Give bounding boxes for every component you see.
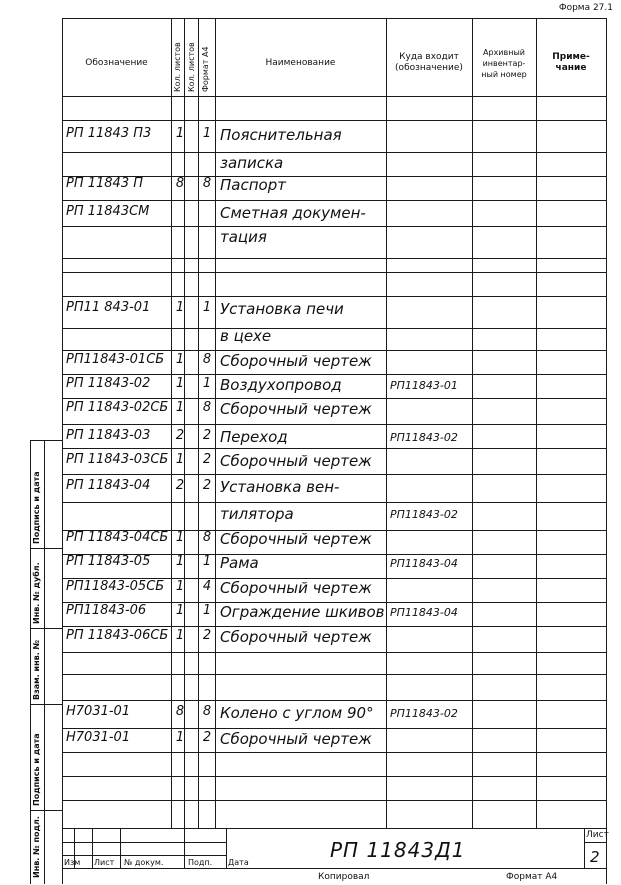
row-qty-2: 2: [202, 478, 212, 493]
row-designation: РП 11843-06СБ: [66, 628, 169, 643]
header-where-used: Куда входит (обозначение): [395, 52, 463, 73]
row-line: [62, 272, 607, 273]
stamp-row-1: [62, 842, 226, 843]
side-label-replace-inv: Взам. инв. №: [32, 639, 41, 700]
row-qty-2: 1: [202, 554, 212, 569]
table-row: [0, 228, 621, 248]
row-where-used: РП11843-04: [390, 557, 458, 570]
row-line: [62, 674, 607, 675]
row-qty-2: 2: [202, 428, 212, 443]
row-line: [62, 350, 607, 351]
row-designation: РП 11843-03: [66, 428, 151, 443]
row-line: [62, 776, 607, 777]
table-row: [0, 204, 621, 224]
row-designation: РП 11843 П: [66, 176, 144, 191]
footer-format: Формат А4: [506, 872, 558, 882]
row-qty-1: 1: [175, 352, 185, 367]
row-designation: РП11 843-01: [66, 300, 151, 315]
row-name: Сборочный чертеж: [220, 352, 372, 370]
row-line: [62, 424, 607, 425]
row-name: Ограждение шкивов: [220, 603, 385, 621]
row-where-used: РП11843-01: [390, 379, 458, 392]
footer-copied: Копировал: [318, 872, 370, 882]
row-qty-2: 4: [202, 579, 212, 594]
row-where-used: РП11843-02: [390, 431, 458, 444]
header-format: Формат А4: [201, 46, 210, 92]
row-name: Рама: [220, 554, 259, 572]
stamp-col-6: [584, 828, 585, 868]
row-name: Колено с углом 90°: [220, 704, 374, 722]
row-line: [62, 448, 607, 449]
table-row: [0, 400, 621, 420]
row-line: [62, 296, 607, 297]
table-row: [0, 452, 621, 472]
row-designation: РП 11843СМ: [66, 204, 150, 219]
table-row: [0, 352, 621, 372]
row-qty-2: 1: [202, 126, 212, 141]
row-line: [62, 800, 607, 801]
stamp-col-2: [92, 828, 93, 868]
row-where-used: РП11843-04: [390, 606, 458, 619]
row-line: [62, 474, 607, 475]
row-name: Сборочный чертеж: [220, 452, 372, 470]
table-row: [0, 554, 621, 574]
header-qty-sheets: Кол. листов: [187, 42, 196, 92]
stamp-top: [62, 828, 607, 829]
row-designation: РП 11843-04: [66, 478, 151, 493]
table-row: [0, 154, 621, 174]
row-name: Сборочный чертеж: [220, 400, 372, 418]
stamp-col-3: [120, 828, 121, 868]
row-qty-2: 1: [202, 376, 212, 391]
row-designation: Н7031-01: [66, 704, 131, 719]
stamp-sheet-label: Лист: [586, 830, 609, 840]
side-strip-outer: [30, 440, 31, 884]
table-row: [0, 628, 621, 648]
table-row: [0, 300, 621, 320]
table-row: [0, 579, 621, 599]
row-line: [62, 226, 607, 227]
row-name: Воздухопровод: [220, 376, 342, 394]
row-line: [62, 374, 607, 375]
table-row: [0, 327, 621, 347]
row-line: [62, 502, 607, 503]
row-qty-2: 8: [202, 176, 212, 191]
row-qty-2: 1: [202, 300, 212, 315]
frame-bottom: [62, 868, 607, 869]
row-designation: РП11843-01СБ: [66, 352, 165, 367]
row-line: [62, 728, 607, 729]
row-designation: РП 11843-02: [66, 376, 151, 391]
table-row: [0, 730, 621, 750]
row-designation: РП 11843-03СБ: [66, 452, 169, 467]
stamp-doc-no: № докум.: [124, 858, 164, 867]
side-label-orig-inv: Инв. № подл.: [32, 816, 41, 878]
row-name: тация: [220, 228, 267, 246]
row-line: [62, 258, 607, 259]
row-qty-2: 8: [202, 704, 212, 719]
side-label-sign-date-1: Подпись и дата: [32, 471, 41, 544]
table-row: [0, 704, 621, 724]
side-div-2: [30, 628, 62, 629]
stamp-row-2: [62, 855, 226, 856]
row-qty-1: 2: [175, 478, 185, 493]
row-qty-1: 1: [175, 628, 185, 643]
row-qty-2: 8: [202, 352, 212, 367]
side-strip-inner: [44, 440, 45, 884]
row-line: [62, 652, 607, 653]
row-name: Паспорт: [220, 176, 286, 194]
row-name: Пояснительная: [220, 126, 342, 144]
row-line: [62, 700, 607, 701]
row-qty-1: 1: [175, 603, 185, 618]
row-qty-1: 2: [175, 428, 185, 443]
row-line: [62, 752, 607, 753]
form-label: Форма 27.1: [558, 3, 613, 13]
row-qty-1: 1: [175, 579, 185, 594]
row-qty-2: 2: [202, 452, 212, 467]
table-row: [0, 176, 621, 196]
row-qty-1: 1: [175, 530, 185, 545]
stamp-date: Дата: [228, 858, 249, 867]
header-designation: Обозначение: [85, 57, 148, 68]
row-name: Сборочный чертеж: [220, 628, 372, 646]
row-line: [62, 200, 607, 201]
row-name: Переход: [220, 428, 288, 446]
row-qty-1: 1: [175, 730, 185, 745]
stamp-list: Лист: [94, 858, 115, 867]
row-name: Сметная докумен-: [220, 204, 366, 222]
header-qty-copies: Кол. листов: [173, 42, 182, 92]
table-row: [0, 428, 621, 448]
row-designation: Н7031-01: [66, 730, 131, 745]
row-line: [62, 398, 607, 399]
row-qty-1: 1: [175, 126, 185, 141]
side-div-4: [30, 810, 62, 811]
stamp-sign: Подп.: [188, 858, 213, 867]
row-qty-2: 1: [202, 603, 212, 618]
stamp-designation: РП 11843Д1: [330, 838, 466, 862]
row-designation: РП 11843-02СБ: [66, 400, 169, 415]
row-where-used: РП11843-02: [390, 707, 458, 720]
table-row: [0, 478, 621, 498]
row-name: Сборочный чертеж: [220, 530, 372, 548]
row-name: тилятора: [220, 505, 294, 523]
side-strip-top: [30, 440, 62, 441]
row-designation: РП11843-05СБ: [66, 579, 165, 594]
table-row: [0, 376, 621, 396]
row-qty-1: 1: [175, 376, 185, 391]
row-qty-1: 1: [175, 300, 185, 315]
row-qty-1: 8: [175, 176, 185, 191]
row-qty-1: 1: [175, 554, 185, 569]
table-row: [0, 505, 621, 525]
row-name: Установка печи: [220, 300, 344, 318]
stamp-col-5: [226, 828, 227, 868]
side-div-3: [30, 704, 62, 705]
row-name: записка: [220, 154, 284, 172]
row-line: [62, 120, 607, 121]
side-label-dup-inv: Инв. № дубл.: [32, 562, 41, 624]
frame-right: [606, 18, 607, 884]
row-line: [62, 152, 607, 153]
stamp-sheet-div: [584, 842, 606, 843]
stamp-izm: Изм: [64, 858, 81, 867]
table-row: [0, 0, 621, 20]
row-designation: РП11843-06: [66, 603, 147, 618]
header-name: Наименование: [265, 57, 336, 68]
row-name: в цехе: [220, 327, 272, 345]
row-qty-1: 8: [175, 704, 185, 719]
table-row: [0, 126, 621, 146]
header-archive: Архивный инвентар- ный номер: [481, 47, 527, 79]
side-label-sign-date-2: Подпись и дата: [32, 733, 41, 806]
row-line: [62, 626, 607, 627]
header-note: Приме- чание: [552, 52, 590, 73]
row-name: Сборочный чертеж: [220, 579, 372, 597]
row-designation: РП 11843-05: [66, 554, 151, 569]
stamp-col-4: [184, 828, 185, 868]
stamp-sheet-number: 2: [590, 848, 600, 866]
row-where-used: РП11843-02: [390, 508, 458, 521]
row-qty-2: 2: [202, 628, 212, 643]
header-divider: [62, 96, 607, 97]
row-designation: РП 11843-04СБ: [66, 530, 169, 545]
side-div-1: [30, 548, 62, 549]
table-row: [0, 530, 621, 550]
row-qty-1: 1: [175, 452, 185, 467]
row-designation: РП 11843 П3: [66, 126, 152, 141]
row-name: Установка вен-: [220, 478, 340, 496]
row-qty-2: 8: [202, 530, 212, 545]
table-row: [0, 603, 621, 623]
row-qty-2: 2: [202, 730, 212, 745]
row-name: Сборочный чертеж: [220, 730, 372, 748]
frame-left: [62, 18, 63, 884]
row-qty-2: 8: [202, 400, 212, 415]
row-qty-1: 1: [175, 400, 185, 415]
